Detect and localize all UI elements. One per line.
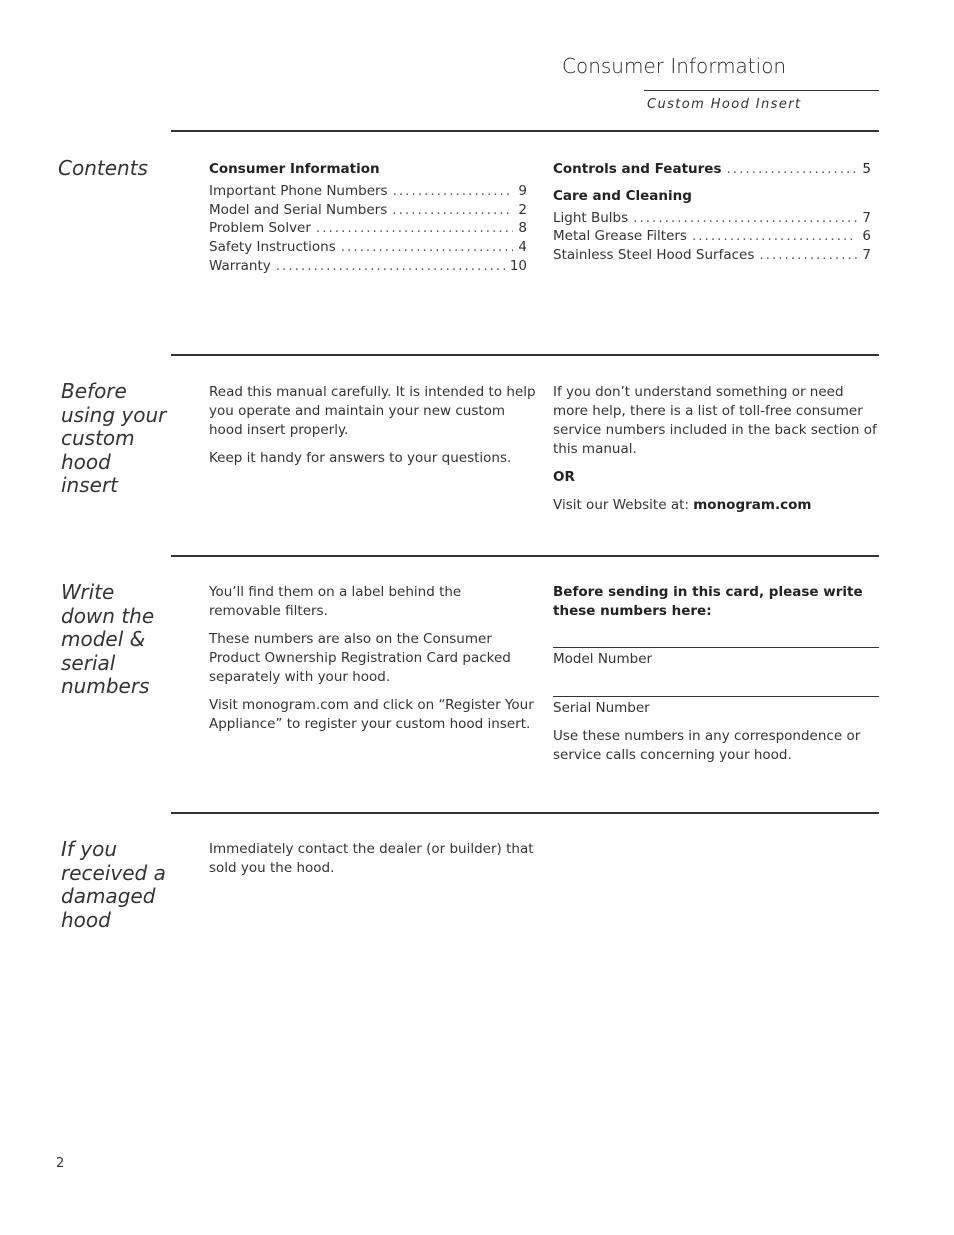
- section-divider: [171, 130, 879, 132]
- contents-left-column: [209, 160, 527, 276]
- before-using-left-column: [209, 383, 539, 477]
- paragraph: You’ll find them on a label behind the removable filters.: [209, 584, 462, 619]
- section-divider: [171, 555, 879, 557]
- toc-heading-care-and-cleaning: Care and Cleaning: [553, 187, 692, 204]
- paragraph: Read this manual carefully. It is intended to help you operate and maintain your new custom hood insert properly.: [209, 384, 536, 438]
- toc-entry[interactable]: Safety Instructions ..... 4: [209, 238, 527, 257]
- damaged-hood-title: If you received a damaged hood: [61, 837, 166, 932]
- toc-entry[interactable]: Stainless Steel Hood Surfaces ..... 7: [553, 246, 871, 265]
- toc-entry[interactable]: Problem Solver ..... 8: [209, 219, 527, 238]
- section-divider: [171, 812, 879, 814]
- paragraph: Use these numbers in any correspondence or service calls concerning your hood.: [553, 728, 861, 763]
- website-link[interactable]: monogram.com: [693, 497, 812, 513]
- serial-number-label: Serial Number: [553, 700, 650, 716]
- toc-entry[interactable]: Model and Serial Numbers ..... 2: [209, 201, 527, 220]
- toc-entry[interactable]: Important Phone Numbers ..... 9: [209, 182, 527, 201]
- contents-title: Contents: [58, 156, 148, 180]
- paragraph: These numbers are also on the Consumer Product Ownership Registration Card packed separately with your hood.: [209, 631, 511, 685]
- write-down-left-column: [209, 583, 534, 743]
- page-header-subtitle: Custom Hood Insert: [647, 97, 802, 112]
- model-number-label: Model Number: [553, 651, 653, 667]
- paragraph: Keep it handy for answers to your questions.: [209, 450, 512, 466]
- model-number-line: [553, 647, 879, 648]
- section-divider: [171, 354, 879, 356]
- damaged-hood-column: [209, 840, 534, 887]
- before-using-right-column: [553, 383, 879, 524]
- contents-right-column: [553, 160, 871, 265]
- toc-entry-controls[interactable]: Controls and Features ..... 5: [553, 160, 871, 179]
- toc-entry[interactable]: Light Bulbs ..... 7: [553, 209, 871, 228]
- toc-heading-consumer-information: Consumer Information: [209, 161, 380, 177]
- toc-entry[interactable]: Metal Grease Filters ..... 6: [553, 227, 871, 246]
- record-numbers-heading: Before sending in this card, please write these numbers here:: [553, 584, 863, 619]
- or-separator: OR: [553, 469, 575, 485]
- header-divider: [644, 90, 879, 91]
- model-number-entry-space[interactable]: [553, 621, 879, 647]
- page-header-title: Consumer Information: [562, 54, 787, 78]
- paragraph: If you don’t understand something or need more help, there is a list of toll-free consumer service numbers included in the back section of this manual.: [553, 384, 877, 457]
- paragraph: Visit monogram.com and click on “Register Your Appliance” to register your custom hood insert.: [209, 697, 534, 732]
- serial-number-line: [553, 696, 879, 697]
- toc-entry[interactable]: Warranty ..... 10: [209, 257, 527, 276]
- write-down-right-column: [553, 583, 879, 774]
- serial-number-entry-space[interactable]: [553, 669, 879, 696]
- page-number: 2: [56, 1156, 65, 1171]
- paragraph: Immediately contact the dealer (or builder) that sold you the hood.: [209, 841, 534, 876]
- before-using-title: Before using your custom hood insert: [61, 379, 167, 497]
- write-down-title: Write down the model & serial numbers: [61, 580, 155, 698]
- website-line: Visit our Website at: monogram.com: [553, 497, 812, 513]
